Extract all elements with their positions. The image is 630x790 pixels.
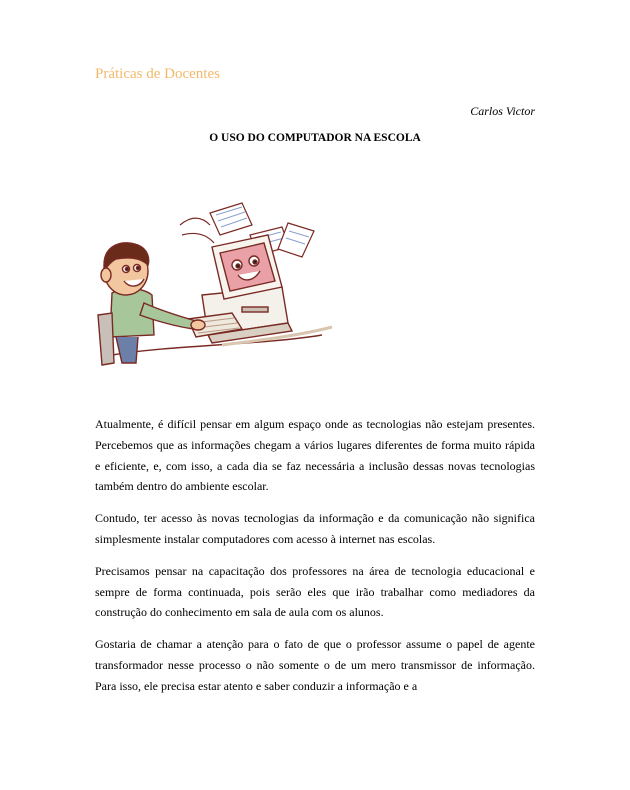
document-title: O USO DO COMPUTADOR NA ESCOLA [209, 132, 421, 144]
section-title: Práticas de Docentes [95, 66, 220, 82]
paragraph: Contudo, ter acesso às novas tecnologias da informação e da comunicação não significa simplesmente instalar computadores com acesso à internet nas escolas. [95, 511, 535, 546]
body-text [95, 414, 535, 708]
child-at-computer-illustration [92, 195, 342, 373]
author-name: Carlos Victor [470, 104, 535, 118]
paragraph: Atualmente, é difícil pensar em algum espaço onde as tecnologias não estejam presentes. Percebemos que as informações chegam a vários lugares diferentes de forma muito rápida e eficiente, e, com isso, a cada dia se faz necessária a inclusão dessas novas tecnologias também dentro do ambiente escolar. [95, 417, 535, 494]
paragraph: Gostaria de chamar a atenção para o fato de que o professor assume o papel de agente transformador nesse processo o não somente o de um mero transmissor de informação. Para isso, ele precisa estar atento e saber conduzir a informação e a [95, 637, 535, 693]
paragraph: Precisamos pensar na capacitação dos professores na área de tecnologia educacional e sempre de forma continuada, pois serão eles que irão trabalhar como mediadores da construção do conhecimento em sala de aula com os alunos. [95, 563, 535, 620]
